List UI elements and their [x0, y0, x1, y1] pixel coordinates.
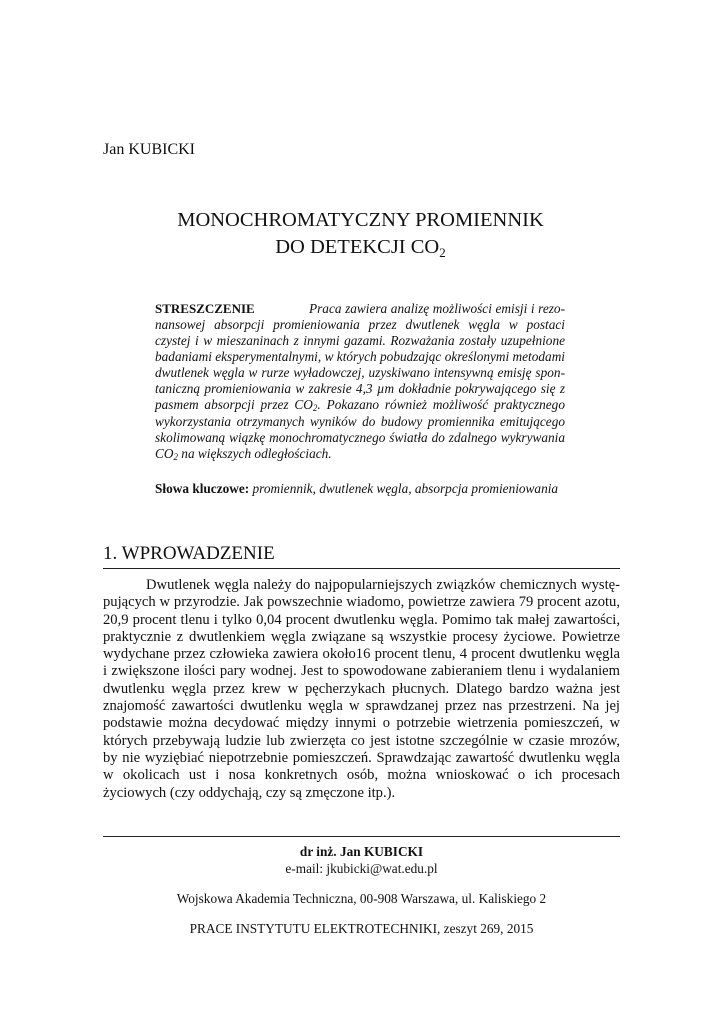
- abstract: [155, 301, 565, 463]
- footnote-divider: [103, 836, 620, 837]
- footnote-email: e-mail: jkubicki@wat.edu.pl: [285, 861, 438, 876]
- abstract-label: STRESZCZENIE: [155, 301, 255, 316]
- paper-title: [103, 207, 618, 262]
- title-line-1: MONOCHROMATYCZNY PROMIENNIK: [177, 209, 544, 231]
- section-heading: 1. WPROWADZENIE: [103, 542, 620, 569]
- abstract-subscript-1: 2: [312, 403, 318, 413]
- footnote-author: dr inż. Jan KUBICKI: [299, 844, 424, 859]
- abstract-text-1: Praca zawiera analizę możliwości emisji i rezonansowej absorpcji promieniowania przez dwutlenek węgla w postaci czystej i w mieszaninach z innymi gazami. Rozważania zostały uzupełnione badaniami eksperymentalnymi, w których pobudzając określonymi metodami dwutlenek węgla w rurze wyładowczej, uzyskiwano intensywną emisję spontaniczną promieniowania w zakresie 4,3 µm dokładnie pokrywającego się z pasmem absorpcji przez CO: [155, 301, 565, 412]
- keywords-text: promiennik, dwutlenek węgla, absorpcja promieniowania: [252, 481, 559, 496]
- title-subscript: 2: [439, 245, 446, 260]
- abstract-text-3: na większych odległościach.: [177, 446, 332, 461]
- title-line-2: [103, 234, 618, 262]
- title-line-2-text: DO DETEKCJI CO: [275, 236, 440, 258]
- keywords: [155, 481, 585, 497]
- footnote-journal: PRACE INSTYTUTU ELEKTROTECHNIKI, zeszyt 269, 2015: [189, 921, 534, 936]
- author-name: Jan KUBICKI: [103, 141, 195, 158]
- keywords-label: Słowa kluczowe:: [155, 481, 250, 496]
- abstract-subscript-2: 2: [173, 452, 178, 462]
- footnote-affiliation: Wojskowa Akademia Techniczna, 00-908 Warszawa, ul. Kaliskiego 2: [176, 891, 547, 906]
- intro-paragraph: Dwutlenek węgla należy do najpopularniejszych związków chemicznych występujących w przyrodzie. Jak powszechnie wiadomo, powietrze zawiera 79 procent azotu, 20,9 procent tlenu i tylko 0,04 procent dwutlenku węgla. Pomimo tak małej zawartości, praktycznie z dwutlenkiem węgla związane są wszystkie procesy życiowe. Powietrze wydychane przez człowieka zawiera około16 procent tlenu, 4 procent dwutlenku węgla i zwiększone ilości pary wodnej. Jest to spowodowane zabieraniem tlenu i wydalaniem dwutlenku węgla przez krew w pęcherzykach płucnych. Dlatego bardzo ważna jest znajomość zawartości dwutlenku węgla w sprawdzanej przez nas przestrzeni. Na jej podstawie można decydować między innymi o potrzebie wietrzenia pomieszczeń, w których przebywają ludzie lub zwierzęta co jest istotne szczególnie w czasie mrozów, by nie wyziębiać niepotrzebnie pomieszczeń. Sprawdzając zawartość dwutlenku węgla w okolicach ust i nosa konkretnych osób, można wnioskować o ich procesach życiowych (czy oddychają, czy są zmęczone itp.).: [103, 577, 620, 801]
- abstract-text-2: . Pokazano również możliwość praktycznego wykorzystania otrzymanych wyników do budowy promiennika emitującego skolimowaną wiązkę monochromatycznego światła do zdalnego wykrywania CO: [155, 397, 565, 461]
